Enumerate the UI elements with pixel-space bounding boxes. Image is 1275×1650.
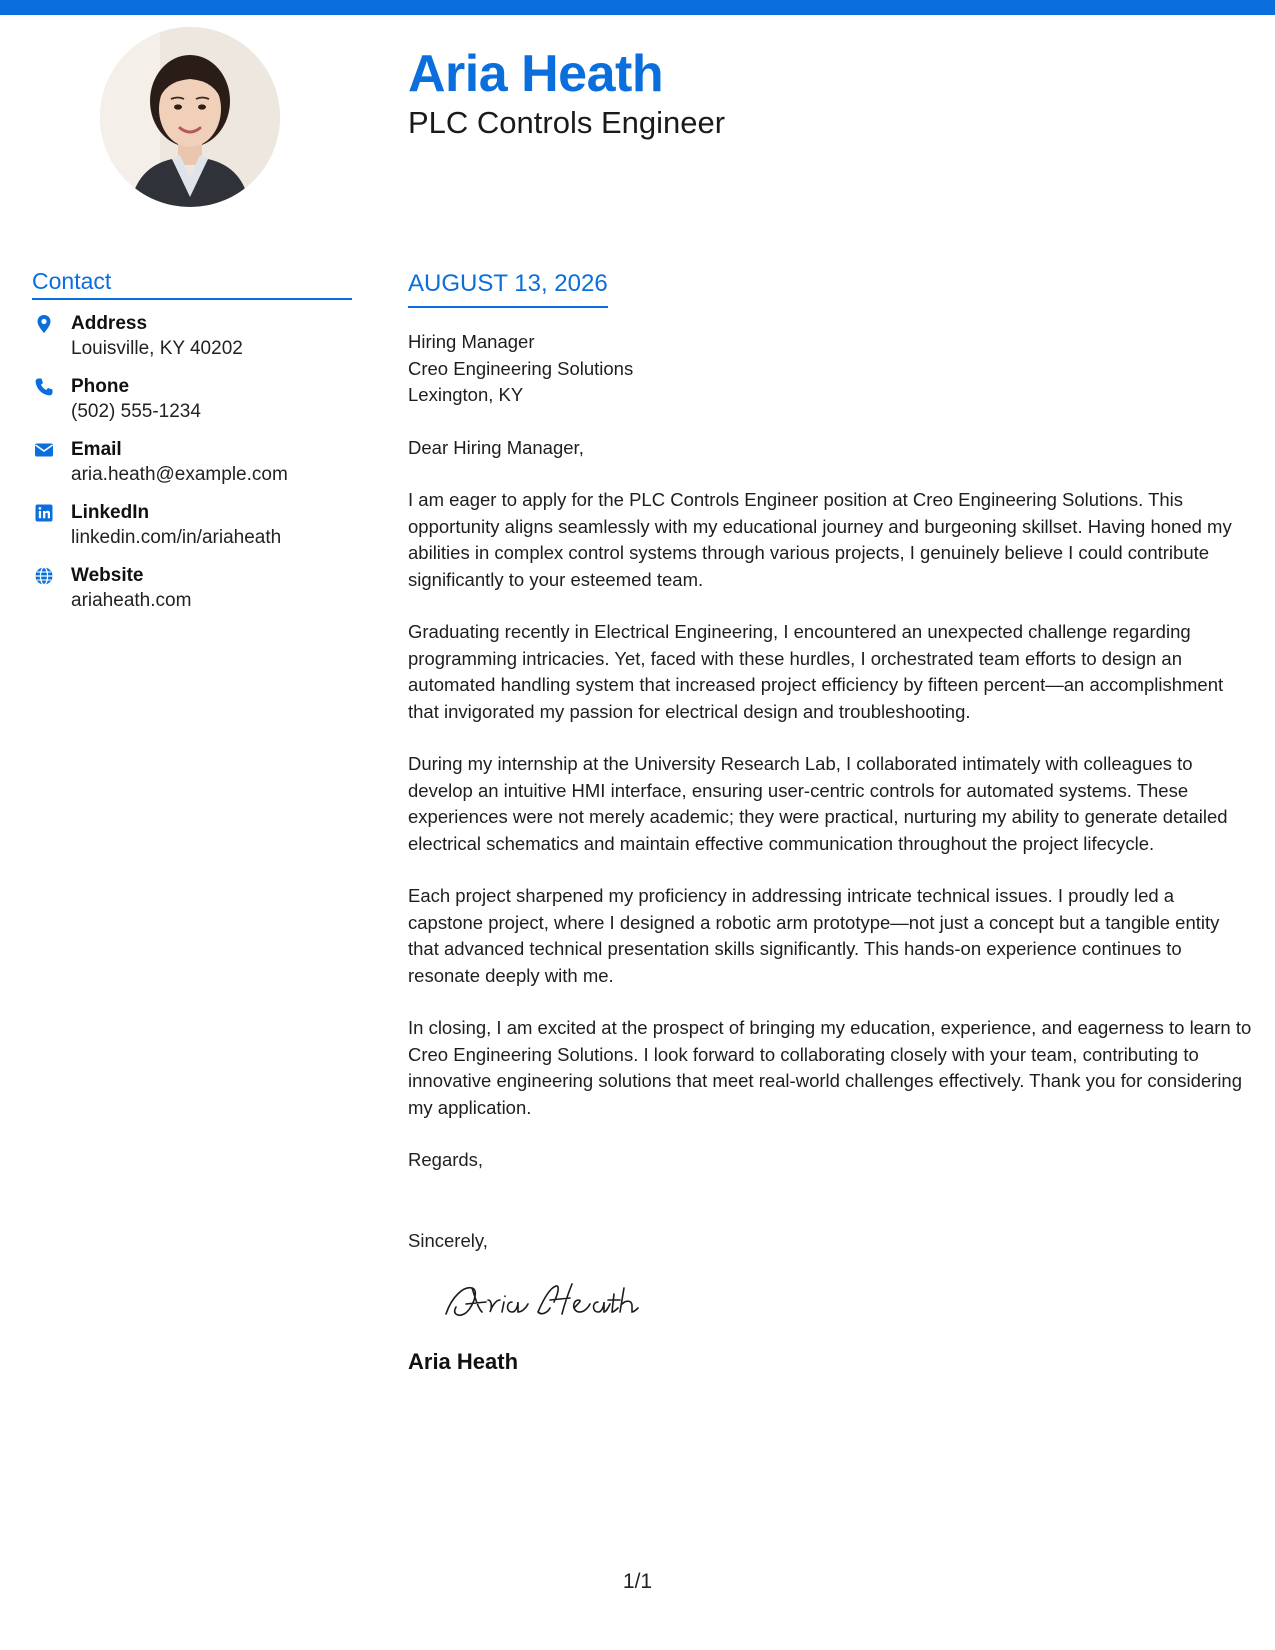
contact-value: aria.heath@example.com [71, 464, 288, 485]
contact-value: linkedin.com/in/ariaheath [71, 527, 282, 548]
closing-line: Sincerely, [408, 1229, 488, 1251]
contact-label: Address [71, 313, 148, 334]
recipient-line: Hiring Manager [408, 331, 535, 352]
letter-date: AUGUST 13, 2026 [408, 268, 608, 308]
contact-value: (502) 555-1234 [71, 401, 201, 422]
contact-item-website [32, 564, 352, 613]
contact-label: Website [71, 565, 144, 586]
contact-heading: Contact [32, 266, 352, 300]
regards-line: Regards, [408, 1149, 484, 1170]
contact-label: Email [71, 439, 122, 460]
body-paragraph: In closing, I am excited at the prospect of bringing my education, experience, and eagerness to learn to Creo Engineering Solutions. I look forward to collaborating closely with your team, contributing to innovative engineering solutions that meet real-world challenges effectively. Thank you for considering my application. [408, 1017, 1252, 1118]
contact-item-email [32, 438, 352, 487]
body-paragraph: I am eager to apply for the PLC Controls Engineer position at Creo Engineering Solutions. This opportunity aligns seamlessly with my educational journey and burgeoning skillset. Having honed my abilities in complex control systems through various projects, I genuinely believe I could contribute significantly to your esteemed team. [408, 489, 1232, 590]
contact-value: Louisville, KY 40202 [71, 338, 243, 359]
globe-icon [34, 566, 54, 586]
candidate-name: Aria Heath [408, 45, 664, 103]
recipient-line: Creo Engineering Solutions [408, 357, 634, 379]
email-icon [34, 440, 54, 460]
salutation: Dear Hiring Manager, [408, 436, 584, 458]
contact-value: ariaheath.com [71, 590, 192, 611]
body-paragraph: Each project sharpened my proficiency in addressing intricate technical issues. I proudly led a capstone project, where I designed a robotic arm prototype—not just a concept but a tangible entity that advanced technical presentation skills significantly. This hands-on experience continues to resonate deeply with me. [408, 885, 1220, 986]
map-pin-icon [34, 314, 54, 334]
linkedin-icon [34, 503, 54, 523]
recipient-line: Lexington, KY [408, 384, 524, 405]
body-paragraph: During my internship at the University Research Lab, I collaborated intimately with colleagues to develop an intuitive HMI interface, ensuring user-centric controls for automated systems. These experiences were not merely academic; they were practical, nurturing my ability to generate detailed electrical schematics and maintain effective communication throughout the project lifecycle. [408, 753, 1228, 854]
signer-name: Aria Heath [408, 1349, 519, 1374]
letter-body [408, 268, 1253, 1376]
contact-label: Phone [71, 376, 130, 397]
contact-item-linkedin [32, 501, 352, 550]
recipient-block [408, 329, 1253, 409]
contact-sidebar [32, 266, 352, 627]
handwritten-signature [442, 1274, 642, 1326]
top-accent-bar [0, 0, 1275, 15]
contact-item-phone [32, 375, 352, 424]
body-paragraph: Graduating recently in Electrical Engineering, I encountered an unexpected challenge regarding programming intricacies. Yet, faced with these hurdles, I orchestrated team efforts to design an automated handling system that increased project efficiency by fifteen percent—an accomplishment that invigorated my passion for electrical design and troubleshooting. [408, 621, 1224, 722]
page-number: 1/1 [622, 1570, 653, 1593]
contact-item-address [32, 312, 352, 361]
profile-photo [100, 27, 280, 207]
job-title: PLC Controls Engineer [408, 105, 726, 140]
contact-label: LinkedIn [71, 502, 150, 523]
phone-icon [34, 377, 54, 397]
